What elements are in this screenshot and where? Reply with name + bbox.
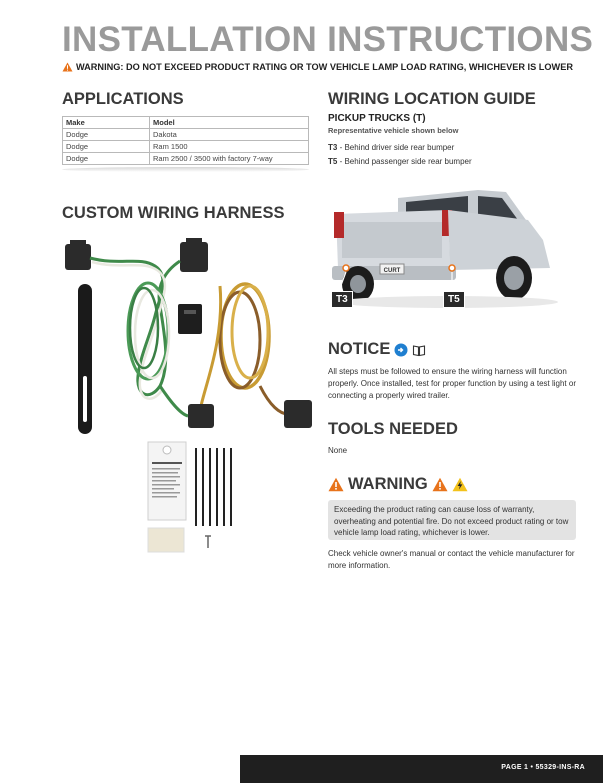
column-header-make: Make [63,117,150,129]
applications-heading: APPLICATIONS [62,90,184,108]
notice-header [328,340,426,359]
t3-code: T3 [328,143,338,152]
harness-heading: CUSTOM WIRING HARNESS [62,204,285,222]
pickup-trucks-subheading: PICKUP TRUCKS (T) [328,113,426,124]
wiring-guide-heading: WIRING LOCATION GUIDE [328,90,536,108]
table-cell-model: Ram 2500 / 3500 with factory 7-way [150,153,309,165]
warning-triangle-icon [328,477,344,492]
notice-text: All steps must be followed to ensure the wiring harness will function properly. Once installed, test for proper function by using a test light or connecting a properly wired trailer. [328,367,576,400]
page-title: INSTALLATION INSTRUCTIONS [62,20,594,59]
t5-location [328,157,472,166]
wiring-harness-image [60,236,320,556]
info-circle-icon [394,343,408,357]
book-icon [412,343,426,357]
representative-note: Representative vehicle shown below [328,126,459,135]
table-cell-model: Ram 1500 [150,141,309,153]
t5-code: T5 [328,157,338,166]
license-plate-text: CURT [383,268,401,274]
warning-heading: WARNING [348,475,428,493]
table-row [63,153,309,165]
t5-text: - Behind passenger side rear bumper [339,157,472,166]
table-header-row [63,117,309,129]
applications-table-wrap [62,116,309,172]
applications-table [62,116,309,165]
top-warning [62,62,573,72]
warning-header [328,475,468,494]
tools-heading: TOOLS NEEDED [328,420,458,438]
lightning-icon [452,477,468,492]
warning-triangle-icon [432,477,448,492]
column-header-model: Model [150,117,309,129]
table-cell-model: Dakota [150,129,309,141]
table-row [63,129,309,141]
warning-triangle-icon [62,62,73,72]
table-shadow [62,167,309,172]
t5-callout: T5 [443,291,465,308]
table-row [63,141,309,153]
t3-location [328,143,454,152]
page-footer [240,755,603,783]
table-cell-make: Dodge [63,153,150,165]
t3-text: - Behind driver side rear bumper [339,143,455,152]
table-cell-make: Dodge [63,141,150,153]
page-number: PAGE 1 • 55329-INS-RA [501,764,585,771]
warning-box: Exceeding the product rating can cause loss of warranty, overheating and potential fire. Do not exceed product rating or tow vehicle lamp load rating, whichever is lower. [328,500,576,540]
top-warning-text: WARNING: DO NOT EXCEED PRODUCT RATING OR TOW VEHICLE LAMP LOAD RATING, WHICHEVER IS LOWER [76,62,573,72]
tools-text: None [328,446,348,455]
notice-heading: NOTICE [328,340,391,358]
table-cell-make: Dodge [63,129,150,141]
t3-callout: T3 [331,291,353,308]
warning-footer-text: Check vehicle owner's manual or contact the vehicle manufacturer for more information. [328,549,575,570]
